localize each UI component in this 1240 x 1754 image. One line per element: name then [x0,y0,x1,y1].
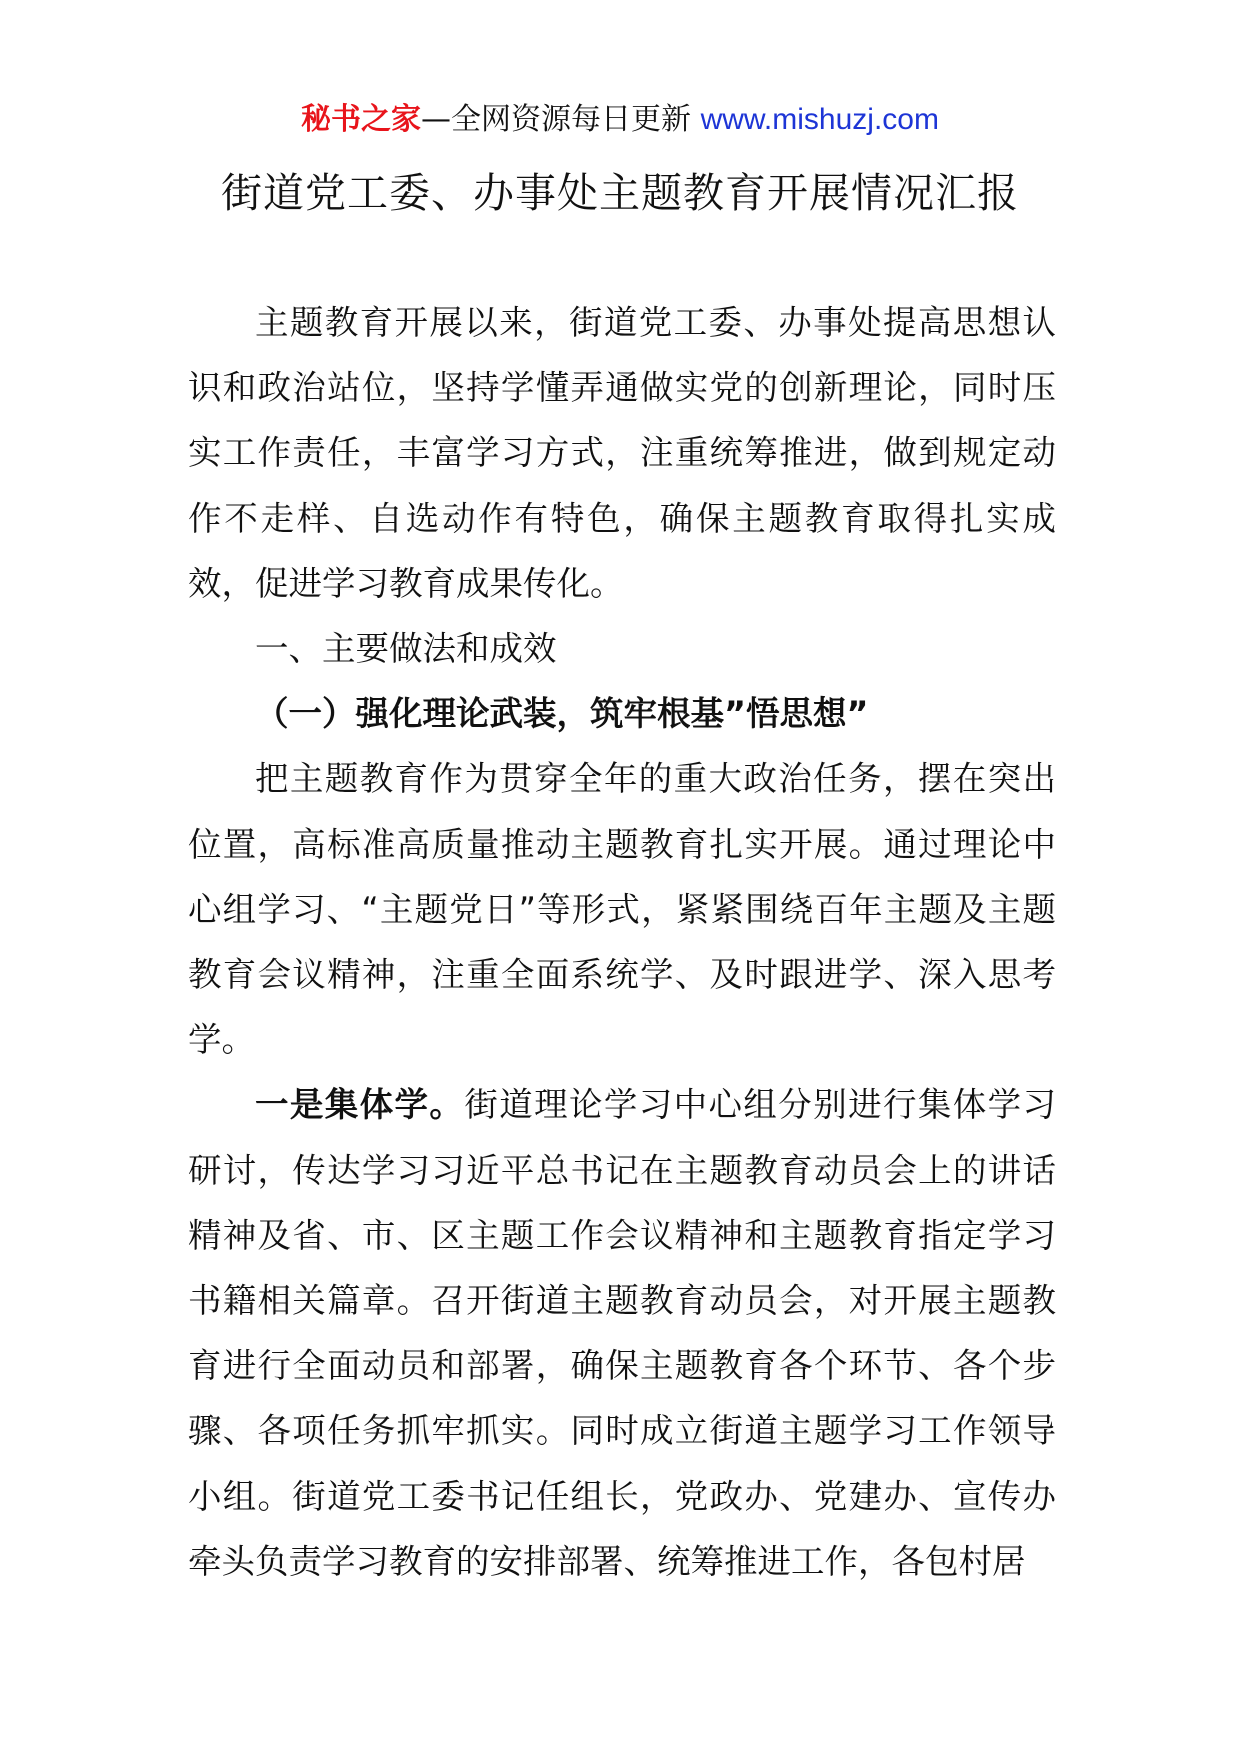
intro-paragraph: 主题教育开展以来，街道党工委、办事处提高思想认识和政治站位，坚持学懂弄通做实党的创新理论，同时压实工作责任，丰富学习方式，注重统筹推进，做到规定动作不走样、自选动作有特色，确保主题教育取得扎实成效，促进学习教育成果传化。 [188,303,1056,603]
point-lead: 一是集体学。 [255,1085,465,1125]
document-title: 街道党工委、办事处主题教育开展情况汇报 [221,169,1019,217]
brand-name: 秘书之家 [301,102,422,137]
section-heading: 一、主要做法和成效 [255,629,557,669]
subsection-paragraph: 把主题教育作为贯穿全年的重大政治任务，摆在突出位置，高标准高质量推动主题教育扎实开展。通过理论中心组学习、“主题党日”等形式，紧紧围绕百年主题及主题教育会议精神，注重全面系统学、及时跟进学、深入思考学。 [188,759,1056,1060]
site-header [0,100,1240,140]
site-url[interactable]: www.mishuzj.com [700,103,939,136]
point-text: 街道理论学习中心组分别进行集体学习研讨，传达学习习近平总书记在主题教育动员会上的讲话精神及省、市、区主题工作会议精神和主题教育指定学习书籍相关篇章。召开街道主题教育动员会，对开展主题教育进行全面动员和部署，确保主题教育各个环节、各个步骤、各项任务抓牢抓实。同时成立街道主题学习工作领导小组。街道党工委书记任组长，党政办、党建办、宣传办牵头负责学习教育的安排部署、统筹推进工作，各包村居 [188,1085,1057,1581]
subsection-heading: （一）强化理论武装，筑牢根基”悟思想” [255,694,869,734]
point-paragraph [188,1072,1056,1594]
document-body [188,290,1056,1594]
header-slogan: —全网资源每日更新 [421,102,701,137]
